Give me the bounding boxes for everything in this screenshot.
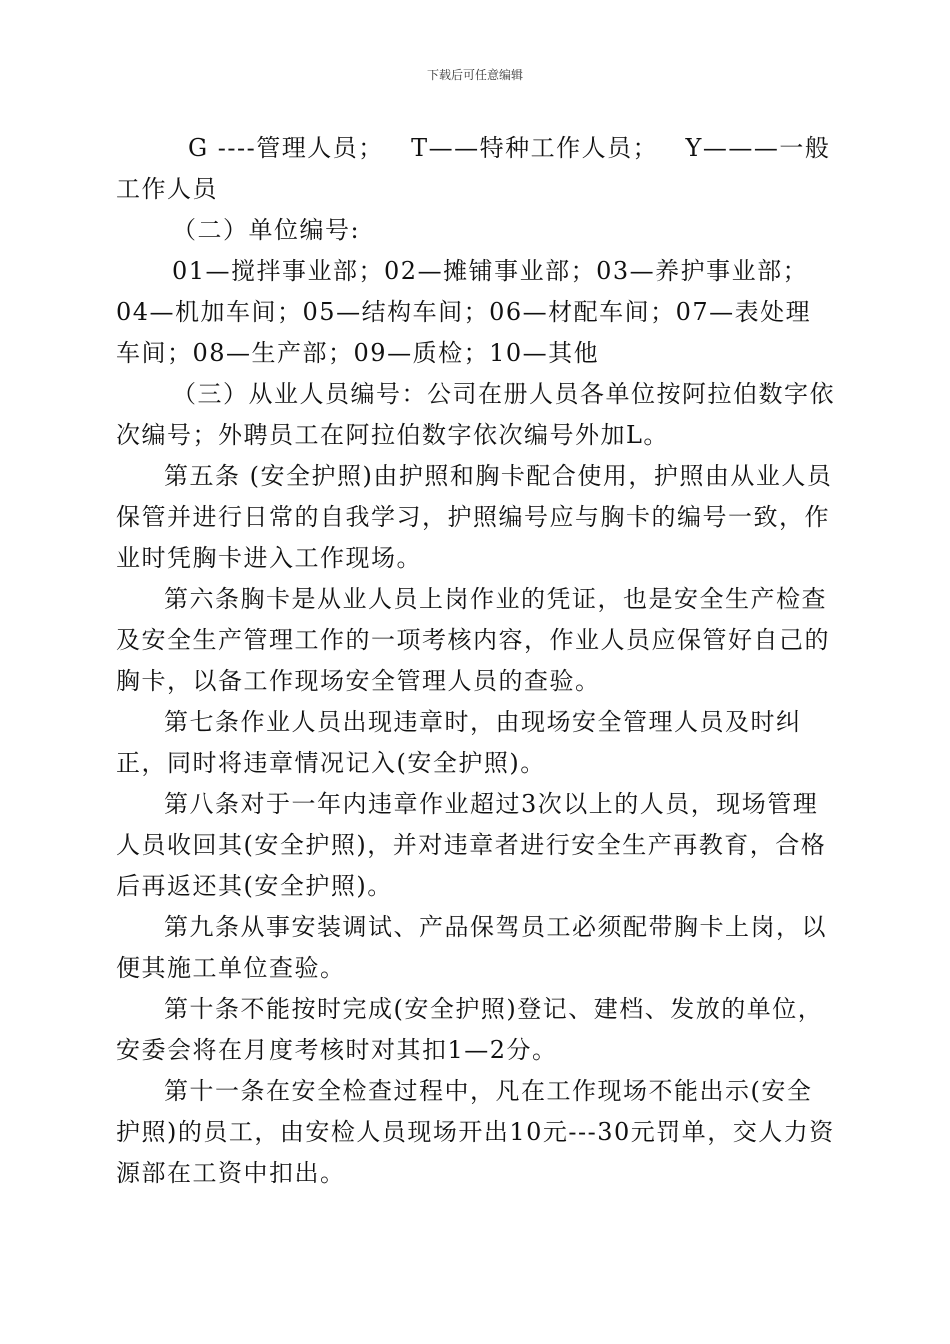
page-header-note: 下载后可任意编辑 bbox=[426, 68, 523, 82]
paragraph-personnel-codes: G ----管理人员； T——特种工作人员； Y———一般工作人员 bbox=[116, 134, 831, 203]
paragraph-article-10: 第十条不能按时完成(安全护照)登记、建档、发放的单位，安委会将在月度考核时对其扣1—2分。 bbox=[116, 995, 824, 1064]
paragraph-unit-code-list: 01—搅拌事业部；02—摊铺事业部；03—养护事业部；04—机加车间；05—结构车间；06—材配车间；07—表处理车间；08—生产部；09—质检；10—其他 bbox=[116, 257, 812, 367]
paragraph-unit-code-heading: （二）单位编号: bbox=[172, 216, 361, 244]
paragraph-article-9: 第九条从事安装调试、产品保驾员工必须配带胸卡上岗，以便其施工单位查验。 bbox=[116, 913, 827, 982]
document-body bbox=[116, 128, 836, 1194]
paragraph-staff-numbering: （三）从业人员编号：公司在册人员各单位按阿拉伯数字依次编号；外聘员工在阿拉伯数字依次编号外加L。 bbox=[116, 380, 835, 449]
paragraph-article-6: 第六条胸卡是从业人员上岗作业的凭证，也是安全生产检查及安全生产管理工作的一项考核内容，作业人员应保管好自己的胸卡，以备工作现场安全管理人员的查验。 bbox=[116, 585, 830, 695]
paragraph-article-5: 第五条 (安全护照)由护照和胸卡配合使用，护照由从业人员保管并进行日常的自我学习，护照编号应与胸卡的编号一致，作业时凭胸卡进入工作现场。 bbox=[116, 462, 833, 572]
paragraph-article-8: 第八条对于一年内违章作业超过3次以上的人员，现场管理人员收回其(安全护照)，并对违章者进行安全生产再教育，合格后再返还其(安全护照)。 bbox=[116, 790, 827, 900]
paragraph-article-7: 第七条作业人员出现违章时，由现场安全管理人员及时纠正，同时将违章情况记入(安全护照)。 bbox=[116, 708, 802, 777]
paragraph-article-11: 第十一条在安全检查过程中，凡在工作现场不能出示(安全护照)的员工，由安检人员现场开出10元---30元罚单，交人力资源部在工资中扣出。 bbox=[116, 1077, 835, 1187]
